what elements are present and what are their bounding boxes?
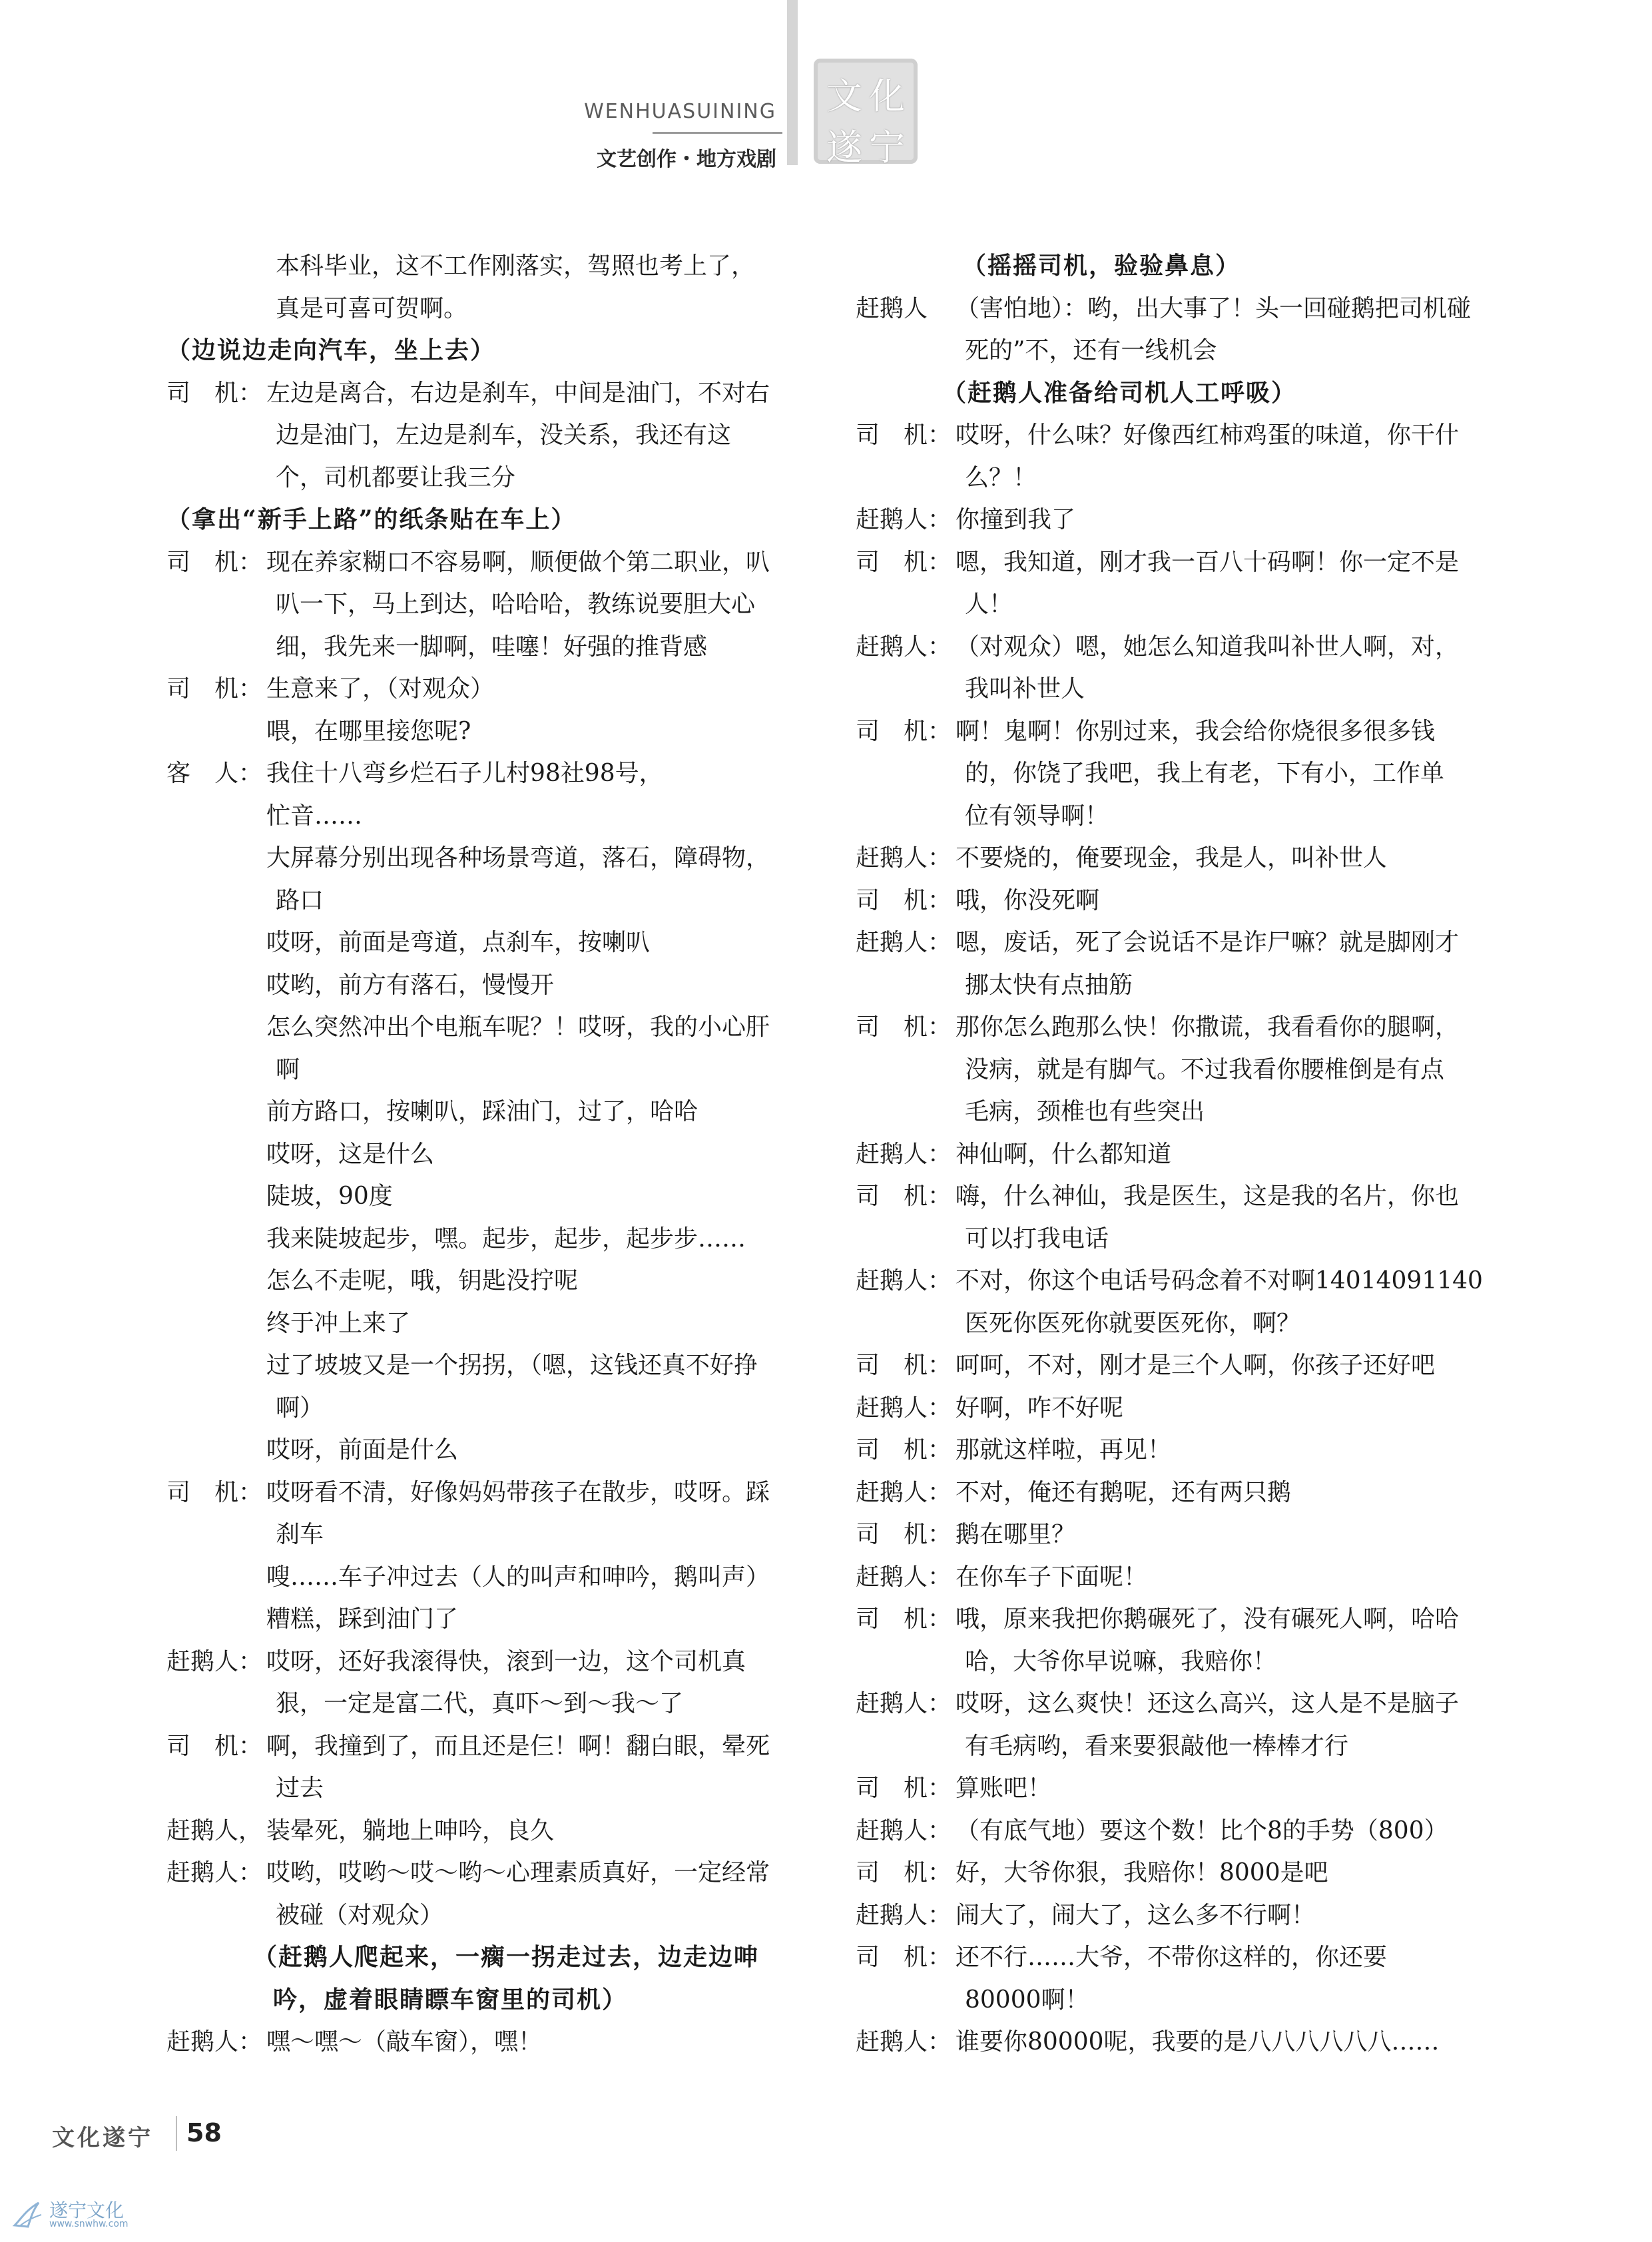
- dialogue-line: [856, 710, 1495, 753]
- watermark-url: www.snwhw.com: [49, 2219, 129, 2229]
- stage-direction-text: （赶鹅人准备给司机人工呼吸）: [942, 378, 1297, 407]
- dialogue-text: 嗯，我知道，刚才我一百八十码啊！你一定不是: [956, 548, 1460, 576]
- dialogue-continuation: [856, 795, 1495, 838]
- dialogue-text: 现在养家糊口不容易啊，顺便做个第二职业，叭: [266, 548, 770, 576]
- speaker-label: 司 机：: [856, 1436, 952, 1464]
- dialogue-line: [856, 2021, 1495, 2064]
- dialogue-continuation: [166, 1091, 799, 1133]
- dialogue-text: 生意来了，（对观众）: [266, 675, 495, 702]
- dialogue-line: [166, 372, 799, 415]
- speaker-label: 司 机：: [856, 1859, 952, 1886]
- dialogue-text: 哎哟，前方有落石，慢慢开: [266, 971, 555, 999]
- dialogue-text: 路口: [276, 886, 324, 914]
- dialogue-line: [166, 668, 799, 710]
- dialogue-text: 被碰（对观众）: [276, 1901, 444, 1929]
- dialogue-text: （害怕地）：哟，出大事了！头一回碰鹅把司机碰: [956, 294, 1472, 322]
- magazine-seal-logo: [814, 59, 918, 168]
- dialogue-text: 我住十八弯乡烂石子儿村98社98号，: [266, 760, 663, 787]
- dialogue-text: （对观众）嗯，她怎么知道我叫补世人啊，对，: [956, 633, 1460, 661]
- dialogue-text: 好，大爷你狠，我赔你！8000是吧: [956, 1859, 1328, 1886]
- dialogue-text: 我来陡坡起步，嘿。起步，起步，起步步……: [266, 1225, 746, 1253]
- stage-direction-text: （拿出“新手上路”的纸条贴在车上）: [166, 505, 577, 533]
- dialogue-continuation: [166, 1767, 799, 1810]
- seal-char: 宁: [869, 127, 905, 168]
- section-category: 文艺创作・地方戏剧: [597, 148, 776, 171]
- dialogue-text: 哎呀，这是什么: [266, 1140, 435, 1168]
- dialogue-text: 我叫补世人: [965, 675, 1085, 702]
- dialogue-line: [856, 499, 1495, 541]
- speaker-label: 赶鹅人：: [166, 2028, 263, 2056]
- dialogue-text: 人！: [965, 591, 1013, 618]
- dialogue-text: 哦，原来我把你鹅碾死了，没有碾死人啊，哈哈: [956, 1605, 1460, 1633]
- speaker-label: 司 机：: [856, 1605, 952, 1633]
- speaker-label: 赶鹅人：: [856, 929, 952, 956]
- dialogue-text: 谁要你80000呢，我要的是八八八八八八……: [956, 2028, 1440, 2056]
- dialogue-continuation: [856, 583, 1495, 626]
- stage-direction: [166, 330, 799, 372]
- dialogue-text: 怎么不走呢，哦，钥匙没拧呢: [266, 1267, 579, 1294]
- dialogue-continuation: [166, 583, 799, 626]
- magazine-english-title: WENHUASUINING: [584, 100, 776, 123]
- dialogue-line: [856, 1175, 1495, 1218]
- dialogue-continuation: [166, 1133, 799, 1176]
- stage-direction: [856, 245, 1495, 288]
- dialogue-continuation: [166, 795, 799, 838]
- dialogue-line: [856, 541, 1495, 584]
- dialogue-line: [856, 1810, 1495, 1852]
- speaker-label: 赶鹅人：: [856, 1140, 952, 1168]
- dialogue-continuation: [856, 1218, 1495, 1261]
- dialogue-continuation: [166, 288, 799, 330]
- stage-direction: [166, 499, 799, 541]
- dialogue-text: 本科毕业，这不工作刚落实，驾照也考上了，: [276, 252, 756, 280]
- header-rule: [653, 132, 782, 134]
- speaker-label: 赶鹅人：: [856, 1267, 952, 1294]
- dialogue-text: 怎么突然冲出个电瓶车呢？！哎呀，我的小心肝: [266, 1013, 770, 1041]
- dialogue-line: [856, 1894, 1495, 1937]
- dialogue-line: [166, 1852, 799, 1894]
- dialogue-line: [166, 541, 799, 584]
- dialogue-text: 边是油门，左边是刹车，没关系，我还有这: [276, 421, 732, 449]
- dialogue-continuation: [856, 668, 1495, 710]
- dialogue-text: 嗖……车子冲过去（人的叫声和呻吟，鹅叫声）: [266, 1563, 770, 1591]
- stage-direction-text: （赶鹅人爬起来，一瘸一拐走过去，边走边呻: [253, 1943, 760, 1971]
- dialogue-line: [166, 1472, 799, 1514]
- dialogue-continuation: [856, 964, 1495, 1007]
- dialogue-continuation: [856, 1725, 1495, 1768]
- dialogue-continuation: [166, 626, 799, 669]
- dialogue-text: 叭一下，马上到达，哈哈哈，教练说要胆大心: [276, 591, 756, 618]
- watermark-title: 遂宁文化: [49, 2199, 125, 2221]
- dialogue-text: 哈，大爷你早说嘛，我赔你！: [965, 1647, 1277, 1675]
- dialogue-text: 装晕死，躺地上呻吟，良久: [266, 1817, 555, 1844]
- dialogue-continuation: [856, 1302, 1495, 1345]
- dialogue-continuation: [166, 1344, 799, 1387]
- dialogue-text: 哎呀，这么爽快！还这么高兴，这人是不是脑子: [956, 1690, 1460, 1717]
- stage-direction-text: （边说边走向汽车，坐上去）: [166, 336, 496, 364]
- dialogue-text: 狠，一定是富二代，真吓～到～我～了: [276, 1690, 684, 1717]
- speaker-label: 赶鹅人：: [856, 844, 952, 872]
- speaker-label: 司 机：: [166, 675, 263, 702]
- dialogue-line: [166, 2021, 799, 2064]
- dialogue-text: 哎呀，前面是什么: [266, 1436, 459, 1464]
- speaker-label: 司 机：: [856, 548, 952, 576]
- dialogue-text: 过了坡坡又是一个拐拐，（嗯，这钱还真不好挣: [266, 1352, 758, 1379]
- dialogue-line: [856, 1429, 1495, 1472]
- dialogue-text: 过去: [276, 1775, 324, 1802]
- dialogue-text: 鹅在哪里？: [956, 1521, 1076, 1548]
- speaker-label: 司 机：: [856, 1944, 952, 1971]
- speaker-label: 赶鹅人：: [856, 1817, 952, 1844]
- dialogue-continuation: [166, 1260, 799, 1302]
- dialogue-text: 啊: [276, 1055, 300, 1083]
- dialogue-line: [856, 1767, 1495, 1810]
- dialogue-text: 不对，俺还有鹅呢，还有两只鹅: [956, 1478, 1292, 1506]
- dialogue-text: 忙音……: [266, 802, 363, 830]
- dialogue-continuation: [166, 964, 799, 1007]
- dialogue-text: 前方路口，按喇叭，踩油门，过了，哈哈: [266, 1098, 698, 1125]
- dialogue-line: [856, 1344, 1495, 1387]
- dialogue-continuation: [166, 837, 799, 880]
- dialogue-continuation: [166, 457, 799, 499]
- speaker-label: 司 机：: [856, 717, 952, 745]
- speaker-label: 司 机：: [166, 1478, 263, 1506]
- dialogue-text: 个，司机都要让我三分: [276, 463, 516, 491]
- seal-char: 文: [826, 75, 862, 117]
- dialogue-line: [856, 922, 1495, 964]
- dialogue-text: 还不行……大爷，不带你这样的，你还要: [956, 1944, 1388, 1971]
- dialogue-continuation: [166, 710, 799, 753]
- dialogue-line: [166, 1725, 799, 1768]
- dialogue-continuation: [856, 457, 1495, 499]
- dialogue-text: 啊）: [276, 1394, 324, 1422]
- dialogue-continuation: [166, 880, 799, 922]
- speaker-label: 司 机：: [856, 1775, 952, 1802]
- stage-direction: [856, 372, 1495, 415]
- speaker-label: 赶鹅人：: [856, 1901, 952, 1929]
- dialogue-text: 挪太快有点抽筋: [965, 971, 1133, 999]
- dialogue-text: 刹车: [276, 1521, 324, 1548]
- dialogue-text: 有毛病哟，看来要狠敲他一棒棒才行: [965, 1732, 1349, 1760]
- dialogue-text: 啊！鬼啊！你别过来，我会给你烧很多很多钱: [956, 717, 1436, 745]
- dialogue-text: 啊，我撞到了，而且还是仨！啊！翻白眼，晕死: [266, 1732, 770, 1760]
- dialogue-continuation: [166, 1218, 799, 1261]
- dialogue-text: 没病，就是有脚气。不过我看你腰椎倒是有点: [965, 1055, 1445, 1083]
- dialogue-text: 死的”不，还有一线机会: [965, 337, 1217, 364]
- dialogue-line: [856, 1556, 1495, 1599]
- dialogue-line: [166, 1810, 799, 1852]
- dialogue-text: 可以打我电话: [965, 1225, 1109, 1253]
- dialogue-text: 算账吧！: [956, 1775, 1052, 1802]
- dialogue-line: [166, 1641, 799, 1683]
- dialogue-text: 真是可喜可贺啊。: [276, 294, 468, 322]
- dialogue-text: 那就这样啦，再见！: [956, 1436, 1172, 1464]
- stage-direction-text: （摇摇司机，验验鼻息）: [962, 252, 1241, 280]
- dialogue-text: 神仙啊，什么都知道: [956, 1140, 1172, 1168]
- dialogue-text: 左边是离合，右边是刹车，中间是油门，不对右: [266, 379, 770, 407]
- dialogue-text: 不要烧的，俺要现金，我是人，叫补世人: [956, 844, 1388, 872]
- speaker-label: 司 机：: [166, 1732, 263, 1760]
- dialogue-text: 不对，你这个电话号码念着不对啊14014091140: [956, 1267, 1483, 1294]
- dialogue-continuation: [166, 1302, 799, 1345]
- dialogue-continuation: [166, 1598, 799, 1641]
- dialogue-line: [856, 1472, 1495, 1514]
- dialogue-continuation: [856, 1979, 1495, 2022]
- dialogue-line: [856, 1133, 1495, 1176]
- dialogue-text: 你撞到我了: [956, 506, 1076, 533]
- seal-char: 遂: [826, 127, 862, 168]
- dialogue-line: [856, 1683, 1495, 1725]
- speaker-label: 赶鹅人：: [856, 1394, 952, 1422]
- speaker-label: 赶鹅人：: [856, 1563, 952, 1591]
- dialogue-line: [856, 1852, 1495, 1894]
- dialogue-text: 好啊，咋不好呢: [956, 1394, 1124, 1422]
- dialogue-continuation: [166, 1049, 799, 1091]
- speaker-label: 赶鹅人：: [856, 2028, 952, 2056]
- dialogue-text: 终于冲上来了: [266, 1309, 411, 1337]
- dialogue-line: [856, 1598, 1495, 1641]
- dialogue-text: 哎呀，还好我滚得快，滚到一边，这个司机真: [266, 1647, 746, 1675]
- watermark: [12, 2195, 212, 2235]
- speaker-label: 司 机：: [856, 421, 952, 449]
- dialogue-line: [856, 1006, 1495, 1049]
- dialogue-text: 哎呀，前面是弯道，点刹车，按喇叭: [266, 929, 651, 956]
- speaker-label: 赶鹅人，: [166, 1817, 263, 1844]
- footer-divider: [176, 2116, 177, 2151]
- stage-direction-text: 吟，虚着眼睛瞟车窗里的司机）: [273, 1985, 628, 2014]
- dialogue-continuation: [166, 922, 799, 964]
- dialogue-continuation: [166, 1175, 799, 1218]
- dialogue-text: 嘿～嘿～（敲车窗），嘿！: [266, 2028, 543, 2056]
- speaker-label: 赶鹅人：: [166, 1859, 263, 1886]
- dialogue-text: 哎呀看不清，好像妈妈带孩子在散步，哎呀。踩: [266, 1478, 770, 1506]
- speaker-label: 司 机：: [166, 548, 263, 576]
- speaker-label: 赶鹅人：: [166, 1647, 263, 1675]
- speaker-label: 赶鹅人：: [856, 1478, 952, 1506]
- dialogue-line: [166, 752, 799, 795]
- speaker-label: 客 人：: [166, 760, 263, 787]
- dialogue-text: 哎哟，哎哟～哎～哟～心理素质真好，一定经常: [266, 1859, 770, 1886]
- script-column-right: [856, 245, 1495, 2064]
- dialogue-continuation: [166, 1514, 799, 1556]
- dialogue-text: 闹大了，闹大了，这么多不行啊！: [956, 1901, 1316, 1929]
- dialogue-continuation: [856, 1049, 1495, 1091]
- dialogue-continuation: [166, 1894, 799, 1937]
- dialogue-continuation: [166, 1429, 799, 1472]
- dialogue-continuation: [856, 330, 1495, 372]
- speaker-label: 司 机：: [856, 1521, 952, 1548]
- dialogue-text: （有底气地）要这个数！比个8的手势（800）: [956, 1817, 1448, 1844]
- speaker-label: 赶鹅人：: [856, 506, 952, 533]
- dialogue-line: [856, 1387, 1495, 1430]
- speaker-label: 司 机：: [856, 1352, 952, 1379]
- dialogue-text: 位有领导啊！: [965, 802, 1109, 830]
- dialogue-text: 嗨，什么神仙，我是医生，这是我的名片，你也: [956, 1183, 1460, 1210]
- speaker-label: 赶鹅人：: [856, 633, 952, 661]
- dialogue-text: 在你车子下面呢！: [956, 1563, 1148, 1591]
- dialogue-continuation: [856, 752, 1495, 795]
- dialogue-text: 哦，你没死啊: [956, 886, 1100, 914]
- dialogue-line: [856, 1514, 1495, 1556]
- dialogue-continuation: [166, 245, 799, 288]
- speaker-label: 司 机：: [856, 1183, 952, 1210]
- speaker-label: 赶鹅人：: [856, 1690, 952, 1717]
- speaker-label: 司 机：: [856, 1013, 952, 1041]
- dialogue-text: 嗯，废话，死了会说话不是诈尸嘛？就是脚刚才: [956, 929, 1460, 956]
- dialogue-text: 糟糕，踩到油门了: [266, 1605, 459, 1633]
- speaker-label: 司 机：: [856, 886, 952, 914]
- speaker-label: 赶鹅人: [856, 294, 928, 322]
- dialogue-text: 哎呀，什么味？好像西红柿鸡蛋的味道，你干什: [956, 421, 1460, 449]
- dialogue-continuation: [856, 1641, 1495, 1683]
- dialogue-continuation: [166, 414, 799, 457]
- footer-brand: 文化遂宁: [52, 2125, 153, 2151]
- dialogue-text: 呵呵，不对，刚才是三个人啊，你孩子还好吧: [956, 1352, 1436, 1379]
- dialogue-continuation: [856, 1091, 1495, 1133]
- dialogue-continuation: [166, 1006, 799, 1049]
- dialogue-text: 毛病，颈椎也有些突出: [965, 1098, 1205, 1125]
- seal-char: 化: [869, 75, 905, 117]
- speaker-label: 司 机：: [166, 379, 263, 407]
- dialogue-continuation: [166, 1683, 799, 1725]
- dialogue-text: 的，你饶了我吧，我上有老，下有小，工作单: [965, 760, 1445, 787]
- dialogue-continuation: [166, 1556, 799, 1599]
- dialogue-text: 细，我先来一脚啊，哇噻！好强的推背感: [276, 633, 708, 661]
- dialogue-continuation: [166, 1387, 799, 1430]
- dialogue-line: [856, 414, 1495, 457]
- dialogue-line: [856, 1260, 1495, 1302]
- dialogue-text: 80000啊！: [965, 1986, 1089, 2014]
- dialogue-text: 那你怎么跑那么快！你撒谎，我看看你的腿啊，: [956, 1013, 1460, 1041]
- script-column-left: [166, 245, 799, 2064]
- watermark-wing-icon: [12, 2199, 44, 2231]
- dialogue-line: [856, 880, 1495, 922]
- page-number: 58: [186, 2118, 222, 2147]
- dialogue-text: 么？！: [965, 463, 1037, 491]
- dialogue-line: [856, 288, 1495, 330]
- dialogue-text: 陡坡，90度: [266, 1183, 393, 1210]
- stage-direction: [166, 1979, 799, 2022]
- header-divider-bar: [787, 0, 798, 165]
- dialogue-line: [856, 837, 1495, 880]
- dialogue-text: 喂，在哪里接您呢?: [266, 717, 471, 745]
- dialogue-text: 医死你医死你就要医死你，啊？: [965, 1309, 1301, 1337]
- dialogue-line: [856, 626, 1495, 669]
- stage-direction: [166, 1936, 799, 1979]
- dialogue-text: 大屏幕分别出现各种场景弯道，落石，障碍物，: [266, 844, 770, 872]
- dialogue-line: [856, 1936, 1495, 1979]
